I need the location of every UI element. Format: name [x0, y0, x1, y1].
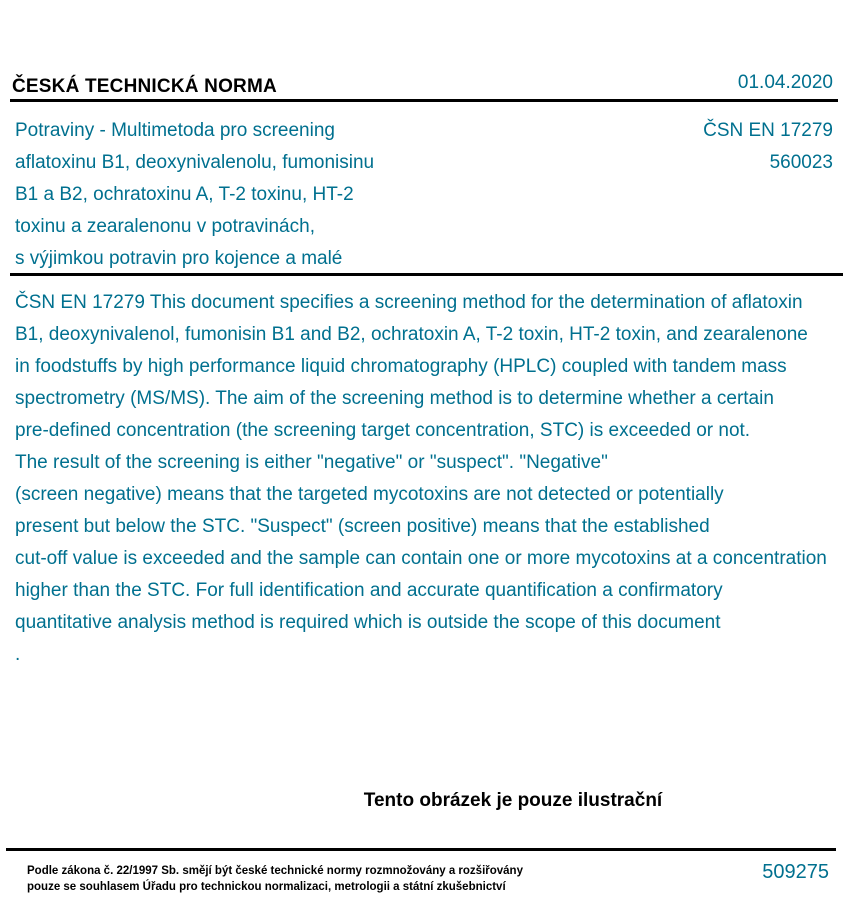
- illustration-notice: Tento obrázek je pouze ilustrační: [363, 790, 663, 811]
- abstract-line: higher than the STC. For full identification and accurate quantification a confirmatory: [15, 580, 723, 601]
- abstract-line: present but below the STC. "Suspect" (screen positive) means that the established: [15, 516, 710, 537]
- standard-number: ČSN EN 17279: [703, 120, 833, 141]
- publication-brand: ČESKÁ TECHNICKÁ NORMA: [12, 76, 277, 97]
- title-line: aflatoxinu B1, deoxynivalenolu, fumonisinu: [15, 152, 375, 173]
- abstract-line: .: [15, 644, 21, 665]
- publication-date: 01.04.2020: [737, 72, 833, 93]
- legal-notice: [27, 863, 523, 895]
- abstract-line: ČSN EN 17279 This document specifies a screening method for the determination of aflatoxin: [15, 292, 803, 313]
- footer-divider: [6, 848, 836, 851]
- title-divider: [10, 273, 843, 276]
- legal-notice-line: pouze se souhlasem Úřadu pro technickou normalizaci, metrologii a státní zkušebnictví: [27, 881, 506, 893]
- legal-notice-line: Podle zákona č. 22/1997 Sb. smějí být české technické normy rozmnožovány a rozšiřovány: [27, 865, 523, 877]
- abstract-line: spectrometry (MS/MS). The aim of the screening method is to determine whether a certain: [15, 388, 774, 409]
- title-line: B1 a B2, ochratoxinu A, T-2 toxinu, HT-2: [15, 184, 354, 205]
- title-line: toxinu a zearalenonu v potravinách,: [15, 216, 315, 237]
- header-divider: [10, 99, 838, 102]
- abstract-line: (screen negative) means that the targeted mycotoxins are not detected or potentially: [15, 484, 724, 505]
- abstract-line: quantitative analysis method is required which is outside the scope of this document: [15, 612, 721, 633]
- catalog-number: 509275: [762, 861, 829, 883]
- classification-code: 560023: [769, 152, 833, 173]
- abstract-line: B1, deoxynivalenol, fumonisin B1 and B2, ochratoxin A, T-2 toxin, HT-2 toxin, and zearalenone: [15, 324, 808, 345]
- standard-title: [15, 115, 445, 275]
- title-line: s výjimkou potravin pro kojence a malé: [15, 248, 343, 269]
- abstract-line: in foodstuffs by high performance liquid chromatography (HPLC) coupled with tandem mass: [15, 356, 787, 377]
- abstract-line: cut-off value is exceeded and the sample can contain one or more mycotoxins at a concentration: [15, 548, 827, 569]
- abstract-line: The result of the screening is either "negative" or "suspect". "Negative": [15, 452, 608, 473]
- abstract-line: pre-defined concentration (the screening target concentration, STC) is exceeded or not.: [15, 420, 751, 441]
- abstract-text: [15, 287, 865, 671]
- title-line: Potraviny - Multimetoda pro screening: [15, 120, 335, 141]
- standard-identifiers: [703, 115, 833, 179]
